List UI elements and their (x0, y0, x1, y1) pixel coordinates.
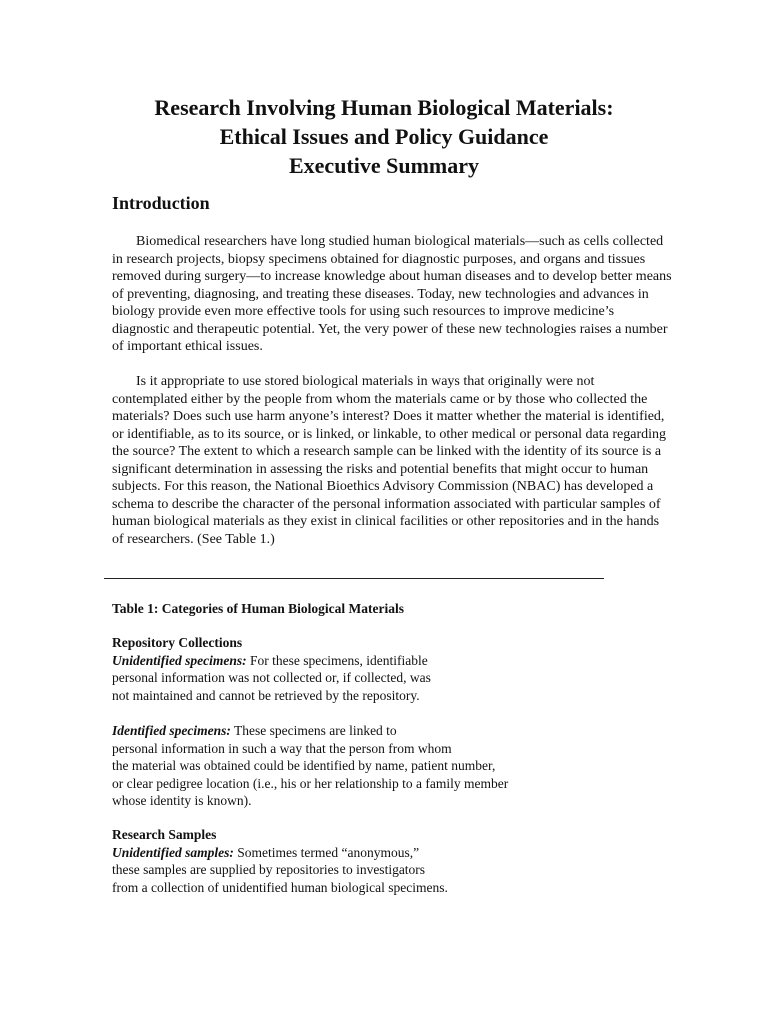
horizontal-divider (104, 578, 604, 579)
unidentified-specimens-line-2: personal information was not collected or, if collected, was (112, 670, 431, 685)
unidentified-specimens-line-1 (112, 652, 552, 670)
document-title (0, 93, 768, 180)
introduction-heading: Introduction (112, 193, 210, 213)
unidentified-specimens-text-1: For these specimens, identifiable (246, 652, 428, 668)
identified-specimens-line-1 (112, 722, 552, 740)
unidentified-samples-term: Unidentified samples: (112, 844, 234, 860)
repository-collections-section (112, 634, 552, 704)
title-line-1: Research Involving Human Biological Materials: (154, 95, 614, 120)
unidentified-samples-line-1 (112, 844, 552, 862)
identified-specimens-text-1: These specimens are linked to (230, 723, 397, 738)
research-samples-section (112, 826, 552, 896)
identified-specimens-line-4: or clear pedigree location (i.e., his or her relationship to a family member (112, 775, 509, 791)
identified-specimens-line-3: the material was obtained could be identified by name, patient number, (112, 758, 496, 773)
introduction-paragraph-2: Is it appropriate to use stored biological materials in ways that originally were not contemplated either by the people from whom the materials came or by those who collected the materials? Does such use harm anyone’s interest? Does it matter whether the material is identified, or identifiable, as to its source, or is linked, or linkable, to other medical or personal data regarding the source? The extent to which a research sample can be linked with the identity of its source is a significant determination in assessing the risks and potential benefits that might occur to human subjects. For this reason, the National Bioethics Advisory Commission (NBAC) has developed a schema to describe the character of the personal information associated with particular samples of human biological materials as they exist in clinical facilities or other repositories and in the hands of researchers. (See Table 1.) (112, 374, 666, 547)
research-samples-heading: Research Samples (112, 827, 217, 842)
unidentified-specimens-term: Unidentified specimens: (112, 652, 247, 668)
table-1 (112, 600, 552, 618)
unidentified-samples-line-2: these samples are supplied by repositories to investigators (112, 862, 426, 877)
introduction-paragraph-1: Biomedical researchers have long studied human biological materials—such as cells collected in research projects, biopsy specimens obtained for diagnostic purposes, and organs and tissues removed during surgery—to increase knowledge about human diseases and to develop better means of preventing, diagnosing, and treating these diseases. Today, new technologies and advances in biology provide even more effective tools for using such resources to improve medicine’s diagnostic and therapeutic potential. Yet, the very power of these new technologies raises a number of important ethical issues. (112, 234, 672, 354)
identified-specimens-term: Identified specimens: (112, 723, 231, 738)
repository-collections-heading: Repository Collections (112, 635, 243, 650)
identified-specimens-line-2: personal information in such a way that the person from whom (112, 740, 452, 756)
unidentified-samples-line-3: from a collection of unidentified human biological specimens. (112, 879, 448, 895)
title-line-2: Ethical Issues and Policy Guidance (219, 124, 549, 149)
identified-specimens-entry (112, 722, 552, 810)
unidentified-specimens-line-3: not maintained and cannot be retrieved by the repository. (112, 687, 420, 703)
table-caption: Table 1: Categories of Human Biological Materials (112, 601, 404, 616)
identified-specimens-line-5: whose identity is known). (112, 793, 252, 808)
unidentified-samples-text-1: Sometimes termed “anonymous,” (233, 844, 420, 860)
title-line-3: Executive Summary (288, 153, 480, 178)
